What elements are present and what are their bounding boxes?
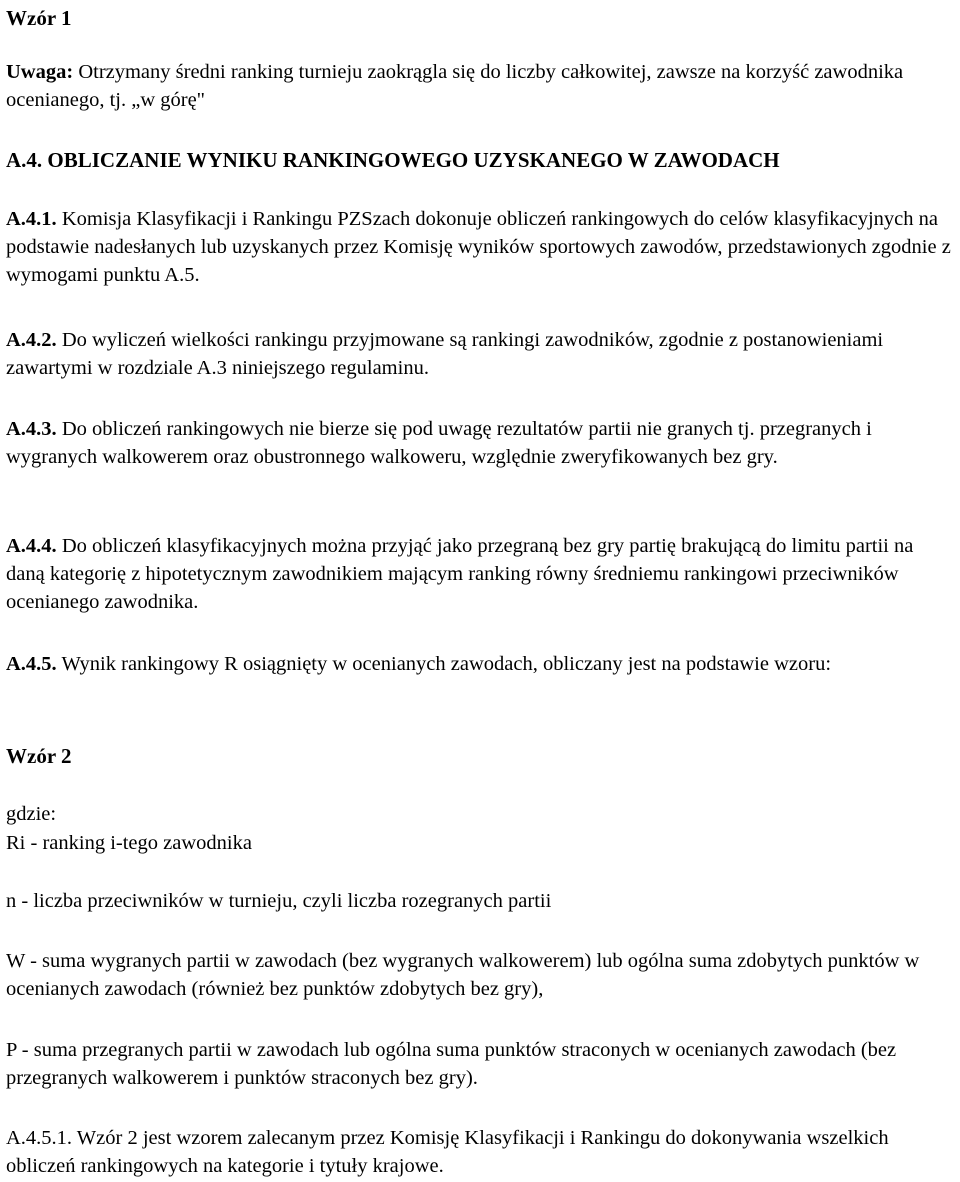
wzor-2-title: Wzór 2 [6,744,72,768]
paragraph-a-4-5 [6,650,956,678]
paragraph-number: A.4.4. [6,535,57,557]
paragraph-text: Do obliczeń klasyfikacyjnych można przyjąć jako przegraną bez gry partię brakującą do limitu partii na daną kategorię z hipotetycznym zawodnikiem mającym ranking równy średniemu rankingowi przeciwników ocenianego zawodnika. [6,535,914,613]
paragraph-number: A.4.1. [6,208,57,230]
section-title: A.4. OBLICZANIE WYNIKU RANKINGOWEGO UZYSKANEGO W ZAWODACH [6,148,780,172]
uwaga-note [6,58,956,114]
paragraph-number: A.4.5. [6,653,57,675]
paragraph-a-4-1 [6,205,956,289]
paragraph-text: Do obliczeń rankingowych nie bierze się pod uwagę rezultatów partii nie granych tj. przegranych i wygranych walkowerem oraz obustronnego walkoweru, względnie zweryfikowanych bez gry. [6,418,872,468]
paragraph-a-4-3 [6,415,956,471]
wzor-1-title: Wzór 1 [6,6,72,30]
definition-n: n - liczba przeciwników w turnieju, czyli liczba rozegranych partii [6,890,552,912]
uwaga-text: Otrzymany średni ranking turnieju zaokrągla się do liczby całkowitej, zawsze na korzyść zawodnika ocenianego, tj. „w górę" [6,61,904,111]
paragraph-text: Wynik rankingowy R osiągnięty w ocenianych zawodach, obliczany jest na podstawie wzoru: [56,653,832,675]
definition-ri: Ri - ranking i-tego zawodnika [6,832,252,854]
definition-p: P - suma przegranych partii w zawodach lub ogólna suma punktów straconych w ocenianych zawodach (bez przegranych walkowerem i punktów straconych bez gry). [6,1039,897,1089]
paragraph-a-4-4 [6,532,956,616]
definition-w: W - suma wygranych partii w zawodach (bez wygranych walkowerem) lub ogólna suma zdobytych punktów w ocenianych zawodach (również bez punktów zdobytych bez gry), [6,950,920,1000]
definitions-intro: gdzie: [6,803,57,825]
paragraph-number: A.4.2. [6,329,57,351]
paragraph-text: Do wyliczeń wielkości rankingu przyjmowane są rankingi zawodników, zgodnie z postanowieniami zawartymi w rozdziale A.3 niniejszego regulaminu. [6,329,884,379]
paragraph-text: Komisja Klasyfikacji i Rankingu PZSzach dokonuje obliczeń rankingowych do celów klasyfikacyjnych na podstawie nadesłanych lub uzyskanych przez Komisję wyników sportowych zawodów, przedstawionych zgodnie z wymogami punktu A.5. [6,208,951,286]
uwaga-label: Uwaga: [6,61,74,83]
footer-note: A.4.5.1. Wzór 2 jest wzorem zalecanym przez Komisję Klasyfikacji i Rankingu do dokonywania wszelkich obliczeń rankingowych na kategorie i tytuły krajowe. [6,1127,889,1177]
paragraph-a-4-2 [6,326,956,382]
paragraph-number: A.4.3. [6,418,57,440]
